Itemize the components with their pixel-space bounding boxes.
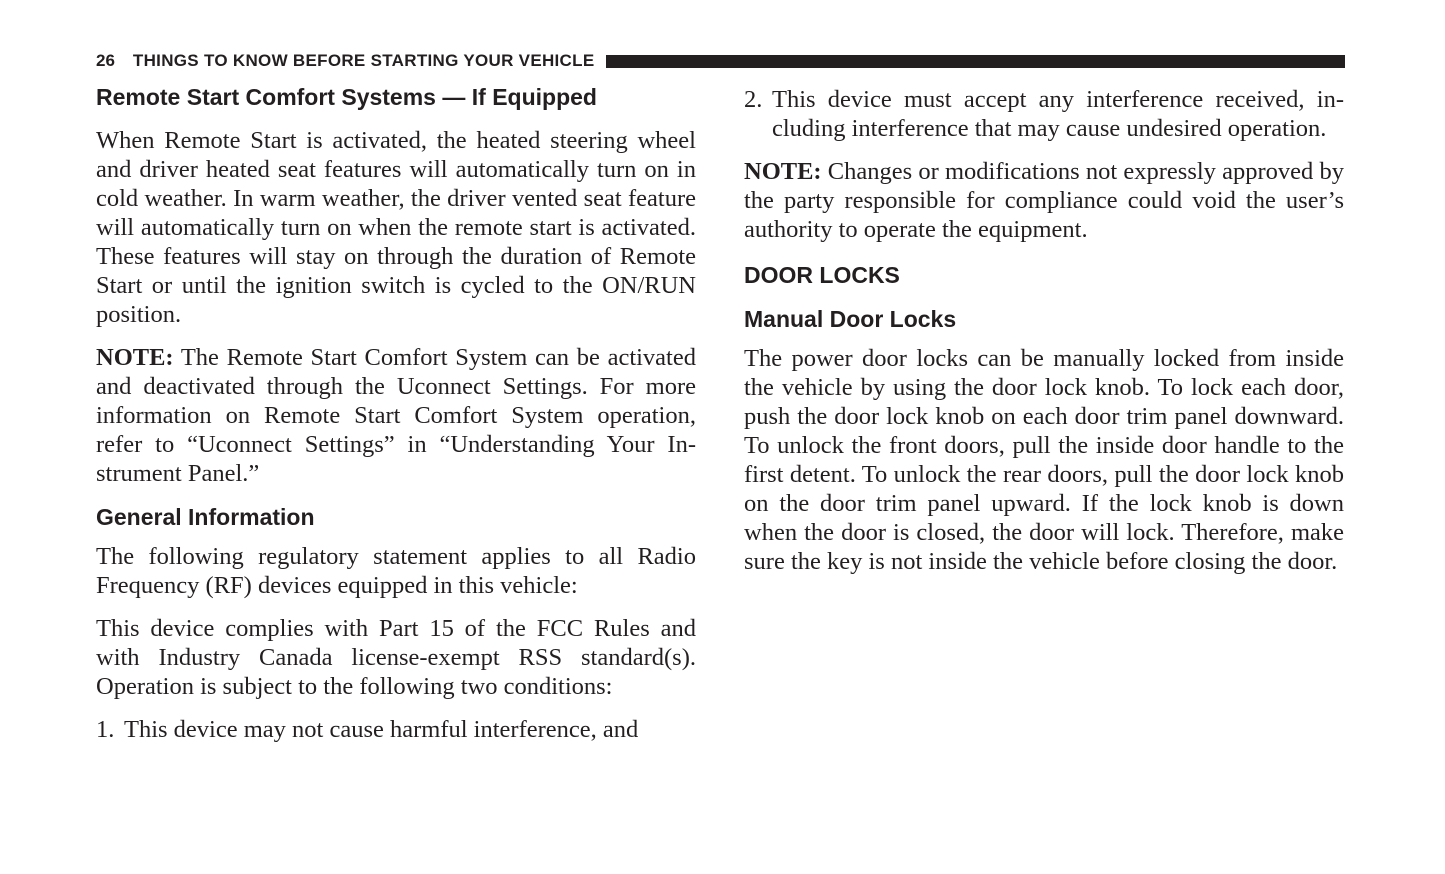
running-title: THINGS TO KNOW BEFORE STARTING YOUR VEHICLE [132,51,595,70]
paragraph-regulatory-statement: The following regulatory statement applies to all Radio Frequency (RF) devices equipped in this vehicle: [96,543,696,599]
right-column [744,82,1344,590]
note-text: The Remote Start Comfort System can be activated and deactivated through the Uconnect Settings. For more information on Remote Start Comfort System operation, refer to “Uconnect Settings” in “Understanding Your Instrument Panel.” [96,344,696,487]
header-rule [606,55,1345,68]
list-item-condition-2 [744,85,1344,143]
heading-general-information: General Information [96,504,315,530]
paragraph-fcc-compliance: This device complies with Part 15 of the FCC Rules and with Industry Canada license-exempt RSS standard(s). Operation is subject to the following two conditions: [96,615,696,700]
page-header [96,50,1345,72]
note-text: Changes or modifications not expressly approved by the party responsible for compliance could void the user’s authority to operate the equipment. [744,158,1344,243]
section-title-door-locks: DOOR LOCKS [744,262,900,288]
list-number: 1. [96,716,115,743]
paragraph-manual-door-locks: The power door locks can be manually locked from inside the vehicle by using the door lock knob. To lock each door, push the door lock knob on each door trim panel downward. To unlock the front doors, pull the inside door handle to the first detent. To unlock the rear doors, pull the door lock knob on the door trim panel upward. If the lock knob is down when the door is closed, the door will lock. Therefore, make sure the key is not inside the vehicle before closing the door. [744,345,1344,575]
heading-remote-start-comfort: Remote Start Comfort Systems — If Equipped [96,84,597,110]
paragraph-remote-start-intro: When Remote Start is activated, the heated steering wheel and driver heated seat features will automatically turn on in cold weather. In warm weather, the driver vented seat feature will automatically turn on when the remote start is activated. These features will stay on through the duration of Remote Start or until the ignition switch is cycled to the ON/RUN position. [96,127,696,328]
page-number: 26 [96,51,115,70]
list-number: 2. [744,86,763,113]
note-label: NOTE: [96,344,174,371]
heading-manual-door-locks: Manual Door Locks [744,306,957,332]
list-text: This device may not cause harmful interference, and [124,716,639,743]
left-column [96,82,696,758]
list-text: This device must accept any interference received, including interference that may cause undesired operation. [772,86,1344,142]
note-remote-start [96,343,696,488]
note-modifications [744,157,1344,244]
list-item-condition-1 [96,715,696,744]
note-label: NOTE: [744,158,822,185]
